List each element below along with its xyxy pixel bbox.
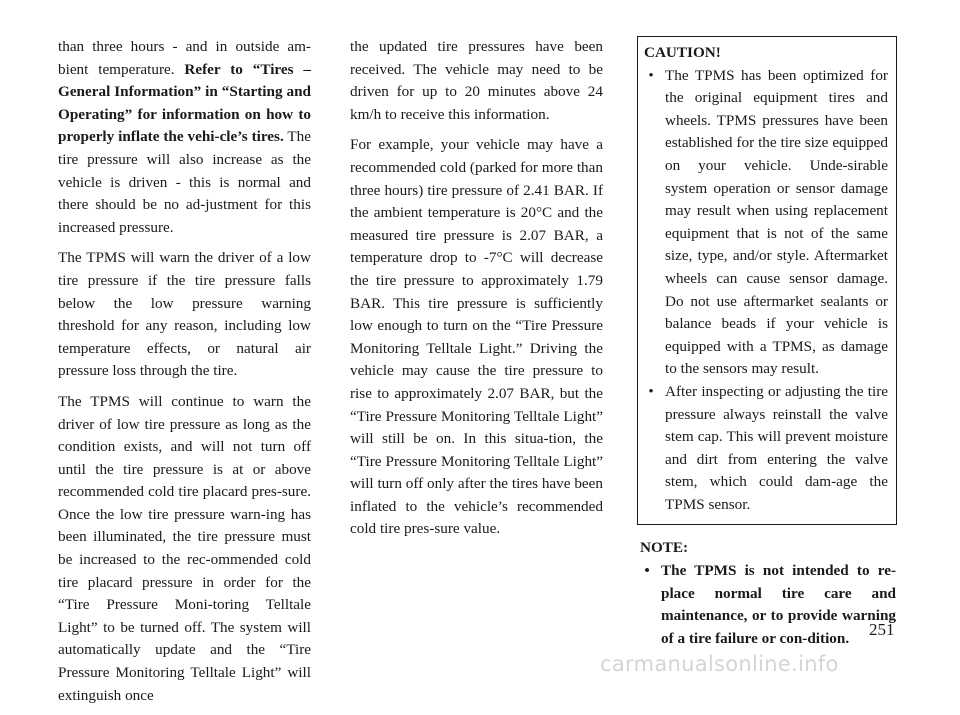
caution-item-text: The TPMS has been optimized for the original equipment tires and wheels. TPMS pressures have been established for the tire size equipped on your vehicle. Unde-sirable system operation or sensor damage may result when using replacement equipment that is not of the same size, type, and/or style. Aftermarket wheels can cause sensor damage. Do not use aftermarket sealants or balance beads if your vehicle is equipped with a TPMS, as damage to the sensors may result. xyxy=(665,66,888,378)
column-right xyxy=(640,36,896,650)
bullet-icon: • xyxy=(648,382,654,400)
caution-title: CAUTION! xyxy=(644,44,721,61)
note-list xyxy=(640,560,896,650)
text-run: The tire pressure will also increase as the vehicle is driven - this is normal and there should be no ad-justment for this increased pressure. xyxy=(58,128,311,236)
column-middle xyxy=(350,36,603,549)
caution-list xyxy=(644,65,888,517)
paragraph-example: For example, your vehicle may have a recommended cold (parked for more than three hours) tire pressure of 2.41 BAR. If the ambient temperature is 20°C and the measured tire pressure is 2.07 BAR, a temperature drop to -7°C will decrease the tire pressure to approximately 1.79 BAR. This tire pressure is sufficiently low enough to turn on the “Tire Pressure Monitoring Telltale Light.” Driving the vehicle may cause the tire pressure to rise to approximately 2.07 BAR, but the “Tire Pressure Monitoring Telltale Light” will still be on. In this situa-tion, the “Tire Pressure Monitoring Telltale Light” will turn off only after the tires have been inflated to the vehicle’s recommended cold tire pres-sure value. xyxy=(350,136,603,538)
paragraph-tire-inflation xyxy=(58,36,311,239)
text-run: than three hours - and in outside am-bient temperature. xyxy=(58,38,311,78)
watermark: carmanualsonline.info xyxy=(600,652,839,676)
caution-item xyxy=(644,65,888,381)
note-title: NOTE: xyxy=(640,539,689,557)
bullet-icon: • xyxy=(648,66,654,84)
paragraph-tpms-warn: The TPMS will warn the driver of a low tire pressure if the tire pressure falls below the low pressure warning threshold for any reason, including low temperature effects, or natural air pressure loss through the tire. xyxy=(58,249,311,380)
paragraph-tpms-continue: The TPMS will continue to warn the driver of low tire pressure as long as the condition exists, and will not turn off until the tire pressure is at or above recommended cold tire placard pres-sure. Once the low tire pressure warn-ing has been illuminated, the tire pressure must be increased to the rec-ommended cold tire placard pressure in order for the “Tire Pressure Moni-toring Telltale Light” to be turned off. The system will automatically update and the “Tire Pressure Monitoring Telltale Light” will extinguish once xyxy=(58,392,311,704)
note-item-text: The TPMS is not intended to re-place normal tire care and maintenance, or to provide warning of a tire failure or con-dition. xyxy=(661,562,896,647)
reference-bold-text: Refer to “Tires – General Information” in “Starting and Operating” for information on how to properly inflate the vehi-cle’s tires. xyxy=(58,60,311,146)
note-item xyxy=(640,560,896,650)
paragraph-updated-pressures: the updated tire pressures have been received. The vehicle may need to be driven for up to 20 minutes above 24 km/h to receive this information. xyxy=(350,38,603,123)
column-left xyxy=(58,36,311,715)
caution-box xyxy=(637,36,897,525)
note-section xyxy=(640,537,896,650)
page-number: 251 xyxy=(869,620,895,639)
bullet-icon: • xyxy=(644,562,650,580)
caution-item xyxy=(644,381,888,517)
caution-item-text: After inspecting or adjusting the tire pressure always reinstall the valve stem cap. This will prevent moisture and dirt from entering the valve stem, which could dam-age the TPMS sensor. xyxy=(665,382,888,513)
